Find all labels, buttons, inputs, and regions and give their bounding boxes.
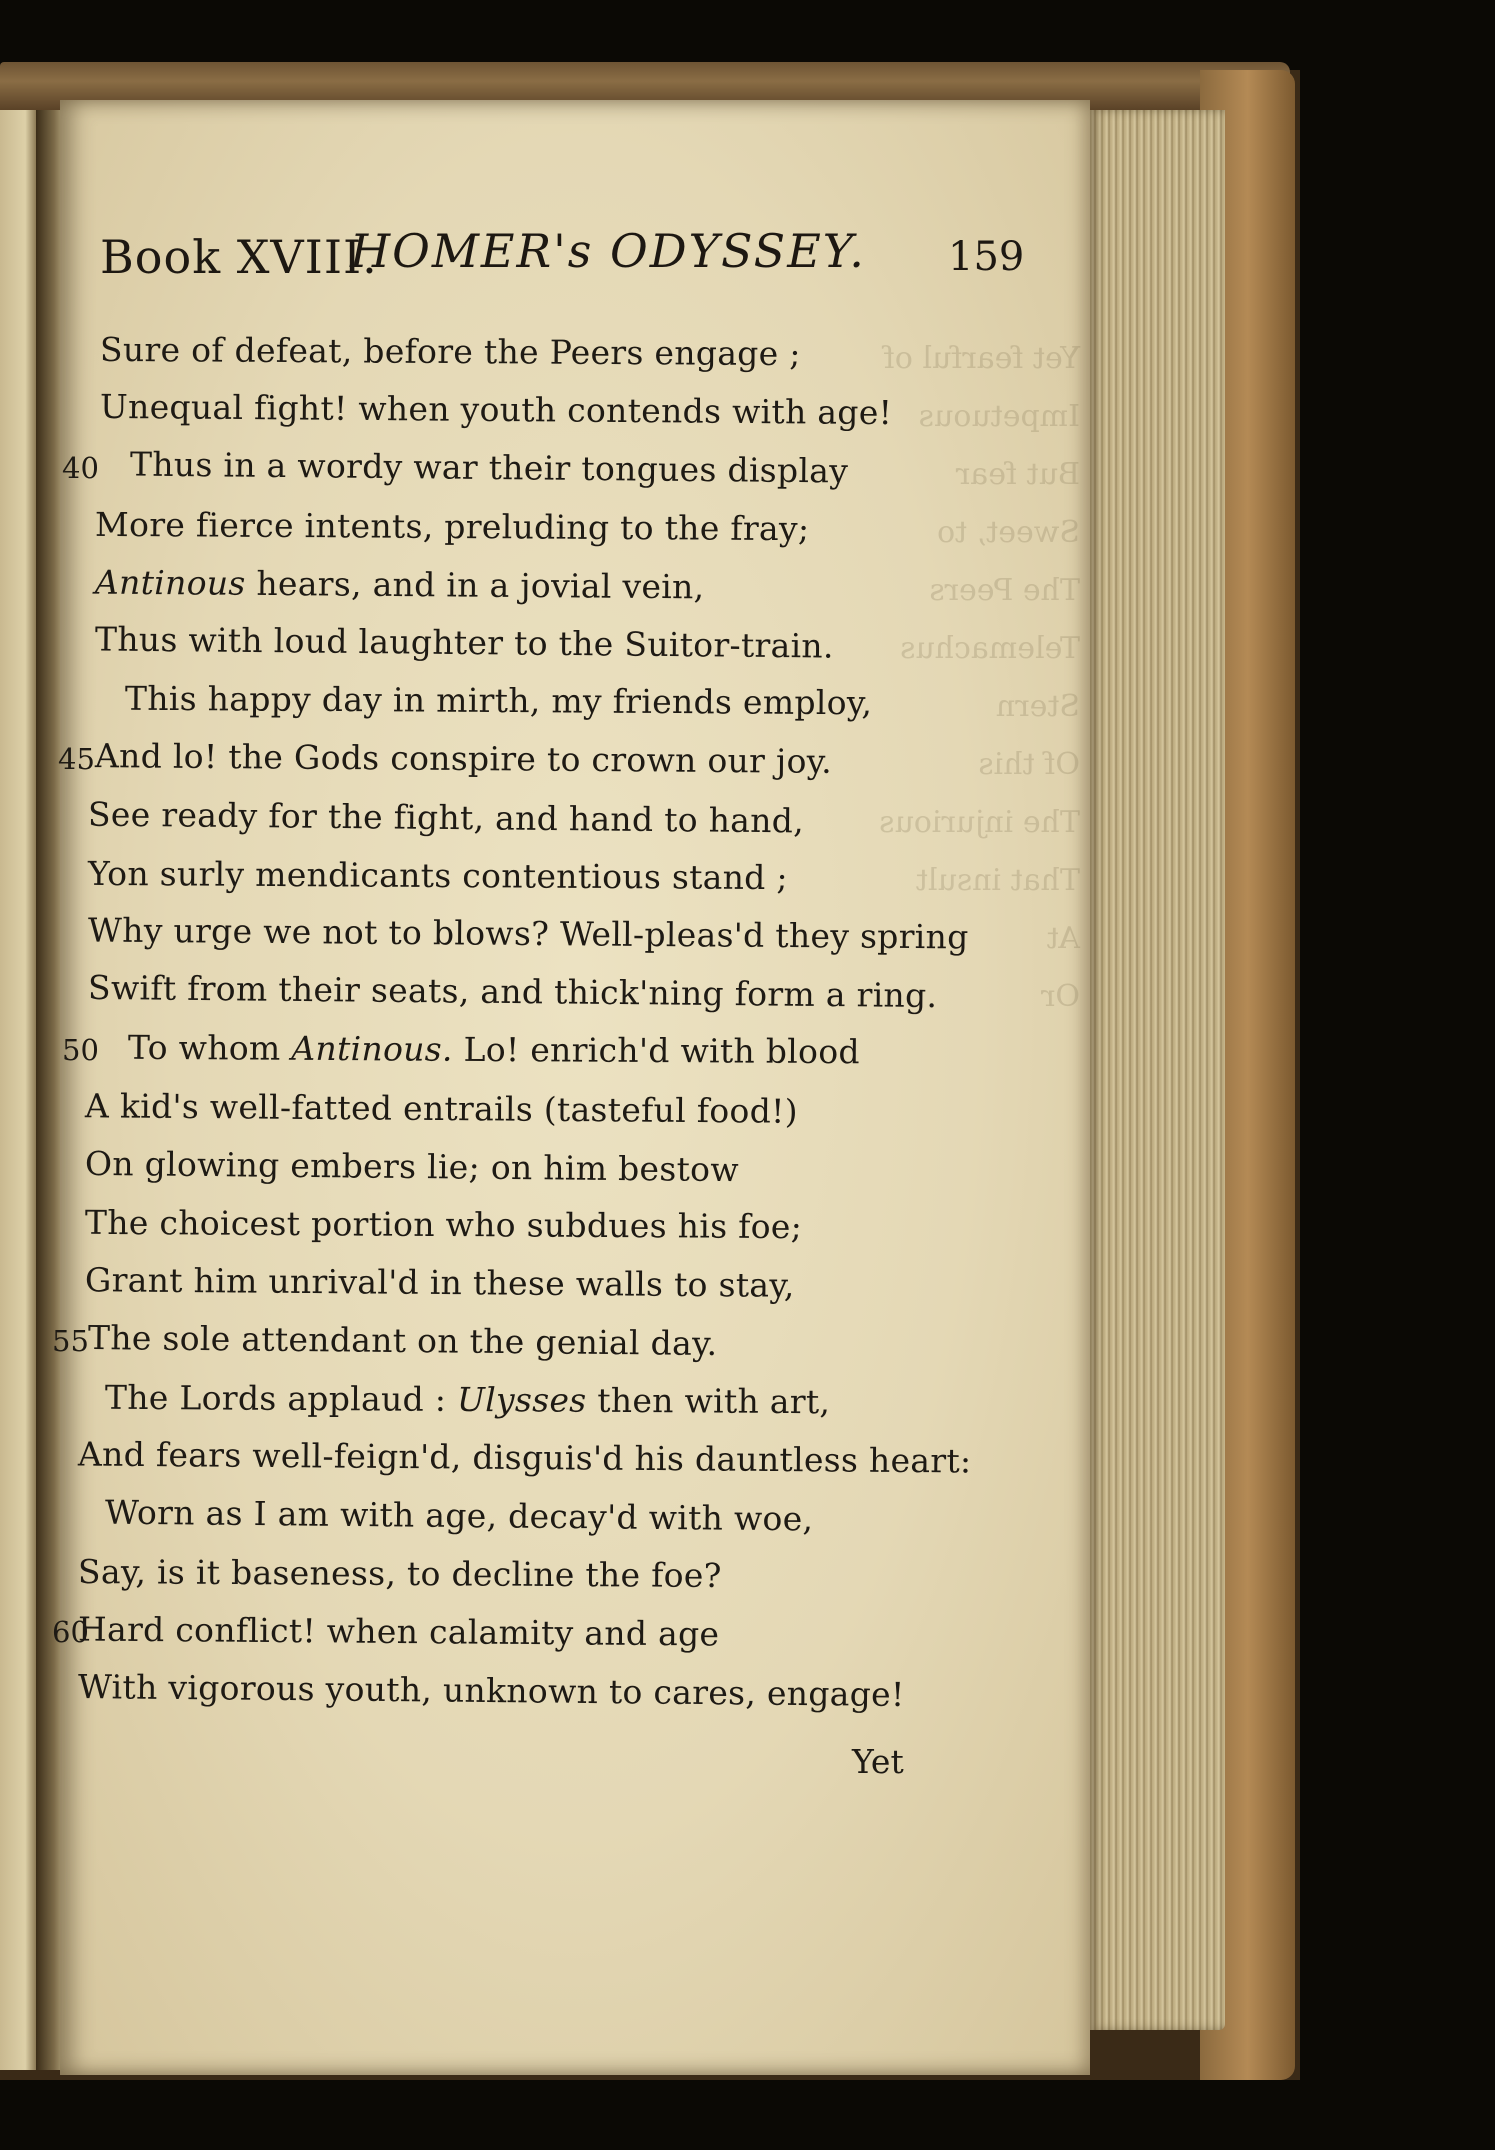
show-through-line: Sweet, to bbox=[937, 515, 1080, 550]
show-through-line: Or bbox=[1041, 979, 1080, 1014]
verse-line: A kid's well-fatted entrails (tasteful food!) bbox=[84, 1085, 799, 1131]
verse-line: Unequal fight! when youth contends with age! bbox=[99, 387, 893, 433]
show-through-line: But fear bbox=[955, 457, 1080, 492]
show-through-line: Yet fearful of bbox=[883, 341, 1080, 376]
verse-line: More fierce intents, preluding to the fray; bbox=[94, 504, 810, 548]
verse-line: Say, is it baseness, to decline the foe? bbox=[77, 1552, 722, 1596]
page-number: 159 bbox=[948, 234, 1025, 280]
show-through-line: Of this bbox=[978, 747, 1080, 782]
verse-line: Sure of defeat, before the Peers engage ; bbox=[99, 329, 801, 374]
verse-line: Why urge we not to blows? Well-pleas'd they spring bbox=[87, 910, 969, 957]
running-title: HOMER's ODYSSEY. bbox=[350, 224, 866, 278]
show-through-line: Impetuous bbox=[918, 399, 1080, 434]
verse-line: This happy day in mirth, my friends employ, bbox=[124, 678, 873, 723]
verse-line: Antinous hears, and in a jovial vein, bbox=[94, 562, 705, 607]
verse-line: The choicest portion who subdues his foe; bbox=[84, 1202, 803, 1247]
verse-line: On glowing embers lie; on him bestow bbox=[84, 1143, 740, 1189]
verse-line: Thus in a wordy war their tongues display bbox=[129, 444, 849, 491]
show-through-line: Stern bbox=[995, 689, 1080, 724]
show-through-line: At bbox=[1046, 921, 1080, 956]
verse-line: See ready for the fight, and hand to hand, bbox=[87, 794, 805, 841]
show-through-line: Telemachus bbox=[900, 631, 1080, 666]
verse-line: To whom Antinous. Lo! enrich'd with blood bbox=[127, 1028, 860, 1072]
line-number: 55 bbox=[52, 1324, 89, 1359]
verse-line: Thus with loud laughter to the Suitor-train. bbox=[94, 619, 834, 666]
show-through-line: The Peers bbox=[929, 573, 1080, 608]
verse-line: The sole attendant on the genial day. bbox=[87, 1318, 718, 1364]
catchword: Yet bbox=[852, 1742, 904, 1781]
verse-line: And lo! the Gods conspire to crown our joy. bbox=[94, 736, 833, 782]
show-through-line: The injurious bbox=[879, 805, 1080, 840]
line-number: 45 bbox=[58, 742, 95, 777]
line-number: 50 bbox=[62, 1033, 99, 1068]
verse-line: Yon surly mendicants contentious stand ; bbox=[87, 853, 789, 897]
book-number: Book XVIII. bbox=[100, 230, 378, 284]
verse-line: Swift from their seats, and thick'ning form a ring. bbox=[87, 968, 938, 1016]
verse-line: With vigorous youth, unknown to cares, engage! bbox=[77, 1666, 905, 1714]
verse-line: The Lords applaud : Ulysses then with art, bbox=[104, 1377, 831, 1421]
show-through-line: That insult bbox=[915, 863, 1080, 898]
line-number: 40 bbox=[62, 451, 99, 486]
verse-line: And fears well-feign'd, disguis'd his dauntless heart: bbox=[77, 1434, 972, 1481]
verse-line: Worn as I am with age, decay'd with woe, bbox=[104, 1492, 814, 1539]
verse-line: Grant him unrival'd in these walls to stay, bbox=[84, 1260, 795, 1305]
verse-line: Hard conflict! when calamity and age bbox=[77, 1609, 720, 1654]
line-number: 60 bbox=[52, 1615, 89, 1650]
